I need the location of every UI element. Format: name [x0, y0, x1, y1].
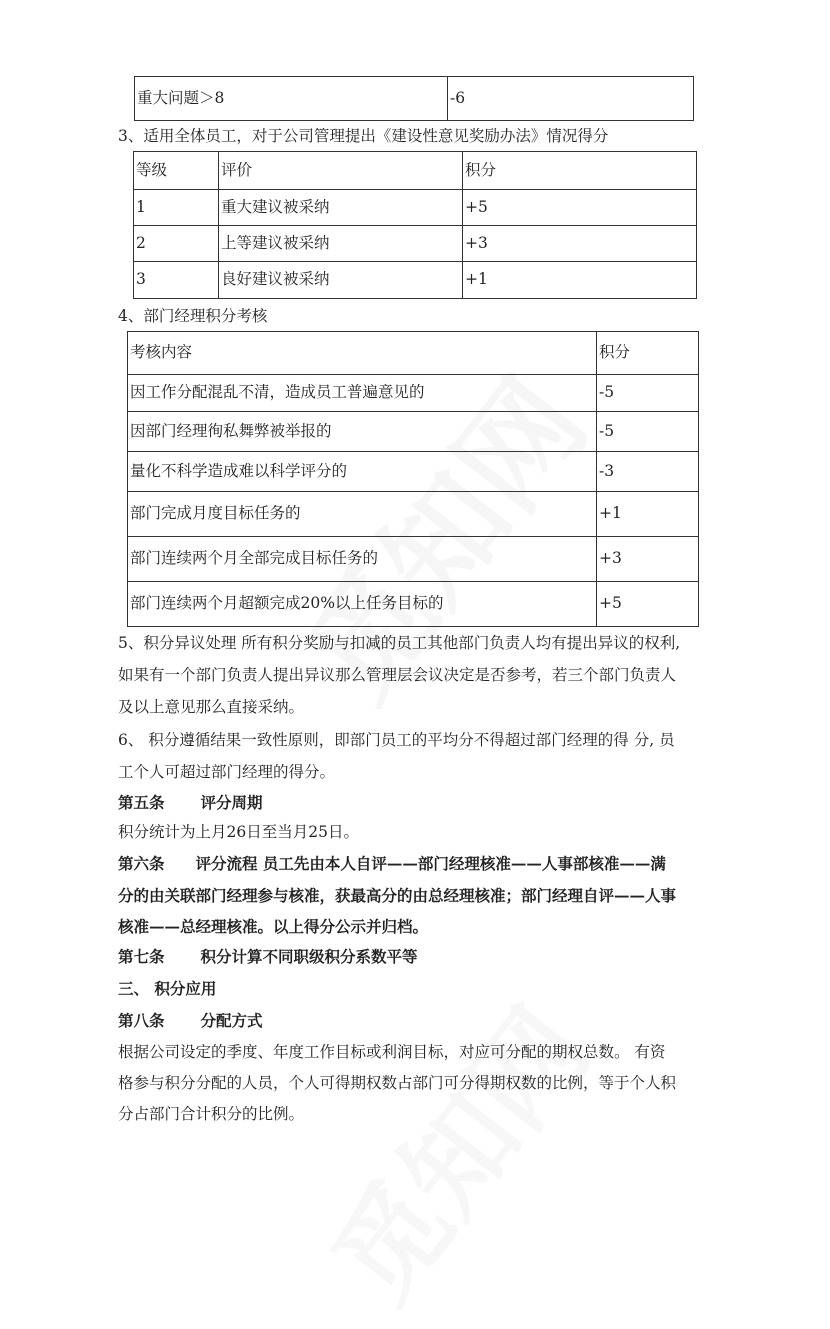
table-cell: +3 — [463, 226, 697, 262]
article-label: 第五条 — [118, 793, 165, 812]
article-8-text-line: 格参与积分分配的人员，个人可得期权数占部门可分得期权数的比例，等于个人积 — [118, 1074, 677, 1092]
table-cell: -6 — [448, 77, 694, 121]
article-label: 第七条 — [118, 947, 165, 966]
table-row — [128, 452, 699, 492]
table-cell: 3 — [134, 262, 219, 299]
table-cell: 重大建议被采纳 — [219, 190, 463, 226]
table-cell: 部门完成月度目标任务的 — [128, 492, 597, 537]
table-cell: 良好建议被采纳 — [219, 262, 463, 299]
table-header: 考核内容 — [128, 332, 597, 375]
article-8-heading — [118, 1013, 263, 1029]
article-label: 第八条 — [118, 1011, 165, 1030]
table-cell: +5 — [597, 582, 699, 627]
table-row — [134, 226, 697, 262]
article-6-line: 核准——总经理核准。以上得分公示并归档。 — [118, 917, 429, 936]
table-cell: 重大问题＞8 — [135, 77, 448, 121]
article-6-line: 分的由关联部门经理参与核准，获最高分的由总经理核准；部门经理自评——人事 — [118, 886, 677, 905]
table-header-row — [134, 152, 697, 190]
table-suggestion-scores — [133, 151, 697, 299]
article-8-text-line: 分占部门合计积分的比例。 — [118, 1105, 305, 1123]
table-header-row — [128, 332, 699, 375]
table-cell: 2 — [134, 226, 219, 262]
section-4-title: 4、部门经理积分考核 — [118, 307, 268, 325]
table-header: 积分 — [463, 152, 697, 190]
table-cell: 上等建议被采纳 — [219, 226, 463, 262]
table-cell: 1 — [134, 190, 219, 226]
article-7-heading — [118, 949, 418, 965]
table-cell: 部门连续两个月超额完成20%以上任务目标的 — [128, 582, 597, 627]
paragraph-5-line: 如果有一个部门负责人提出异议那么管理层会议决定是否参考，若三个部门负责人 — [118, 666, 677, 684]
paragraph-5-line: 及以上意见那么直接采纳。 — [118, 698, 305, 716]
table-cell: +1 — [463, 262, 697, 299]
table-cell: +3 — [597, 537, 699, 582]
article-title: 评分周期 — [200, 793, 263, 812]
table-major-issue — [134, 76, 694, 121]
watermark-bottom — [290, 995, 569, 1305]
table-row — [128, 537, 699, 582]
table-header: 评价 — [219, 152, 463, 190]
article-title: 积分计算不同职级积分系数平等 — [200, 947, 418, 966]
paragraph-6-line: 6、 积分遵循结果一致性原则，即部门员工的平均分不得超过部门经理的得 分, 员 — [118, 731, 675, 749]
table-cell: +1 — [597, 492, 699, 537]
section-three-heading: 三、 积分应用 — [118, 979, 217, 998]
table-row — [128, 492, 699, 537]
table-row — [128, 412, 699, 452]
table-cell: -5 — [597, 412, 699, 452]
section-3-title: 3、适用全体员工，对于公司管理提出《建设性意见奖励办法》情况得分 — [118, 127, 609, 145]
table-manager-assessment — [127, 331, 699, 627]
table-cell: 因部门经理徇私舞弊被举报的 — [128, 412, 597, 452]
table-cell: -5 — [597, 375, 699, 412]
article-5-text: 积分统计为上月26日至当月25日。 — [118, 823, 359, 841]
table-row — [128, 582, 699, 627]
table-cell: -3 — [597, 452, 699, 492]
article-title: 分配方式 — [200, 1011, 263, 1030]
article-5-heading — [118, 795, 263, 811]
table-header: 积分 — [597, 332, 699, 375]
table-row — [135, 77, 694, 121]
paragraph-6-line: 工个人可超过部门经理的得分。 — [118, 763, 336, 781]
table-cell: 量化不科学造成难以科学评分的 — [128, 452, 597, 492]
paragraph-5-line: 5、积分异议处理 所有积分奖励与扣减的员工其他部门负责人均有提出异议的权利, — [118, 634, 681, 652]
table-cell: 部门连续两个月全部完成目标任务的 — [128, 537, 597, 582]
table-cell: 因工作分配混乱不清，造成员工普遍意见的 — [128, 375, 597, 412]
table-row — [134, 190, 697, 226]
table-row — [128, 375, 699, 412]
table-header: 等级 — [134, 152, 219, 190]
article-6-line: 第六条 评分流程 员工先由本人自评——部门经理核准——人事部核准——满 — [118, 854, 666, 873]
table-row — [134, 262, 697, 299]
table-cell: +5 — [463, 190, 697, 226]
article-8-text-line: 根据公司设定的季度、年度工作目标或利润目标，对应可分配的期权总数。 有资 — [118, 1043, 666, 1061]
